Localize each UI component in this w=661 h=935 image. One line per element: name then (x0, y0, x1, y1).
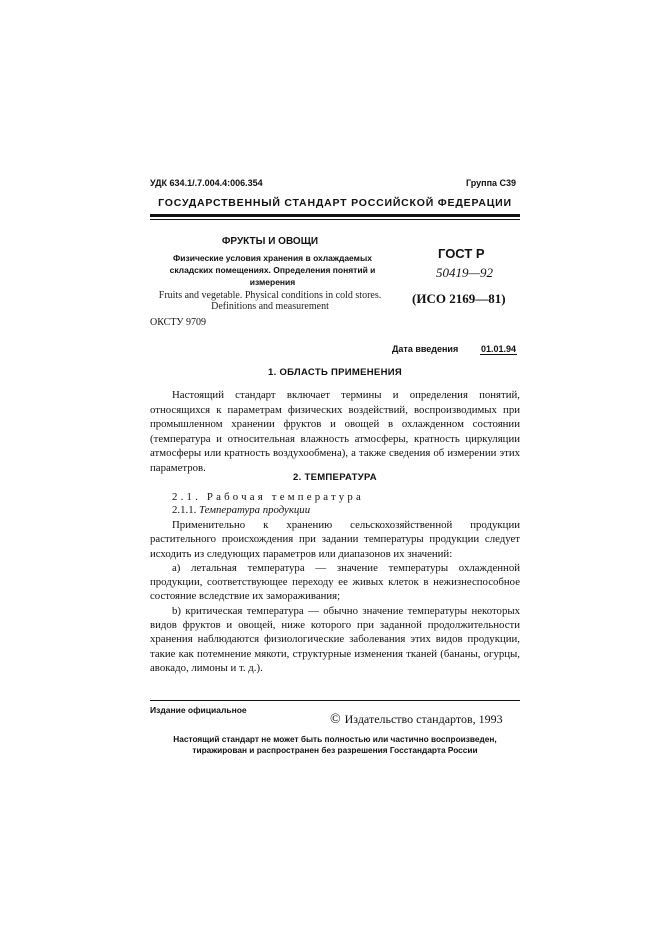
header-rule-thick (150, 214, 520, 217)
introduction-date-label: Дата введения (392, 344, 459, 354)
section-1-paragraph: Настоящий стандарт включает термины и определения понятий, относящихся к параметрам физических воздействий, воспроизводимых при промышленном хранении фруктов и овощей в охлажденном состоянии (температура и относительная влажность атмосферы, кратность циркуляции атмосферы или кратность воздухообмена), а также сведения об измерении этих параметров. (150, 389, 520, 474)
copyright-line (330, 712, 503, 728)
introduction-date-value: 01.01.94 (481, 344, 517, 354)
section-2-item-b: b) критическая температура — обычно значение температуры некоторых видов фруктов и овощей, ниже которого при заданной продолжительности хранения наблюдаются физиологические заболевания этих видов продукции, такие как потемнение мякоти, структурные изменения тканей (бананы, огурцы, авокадо, лимоны и т. д.). (150, 604, 520, 674)
document-title: ФРУКТЫ И ОВОЩИ (221, 236, 319, 247)
iso-reference: (ИСО 2169—81) (412, 291, 506, 306)
group-code: Группа С39 (466, 178, 517, 188)
reproduction-notice: Настоящий стандарт не может быть полностью или частично воспроизведен, тиражирован и распространен без разрешения Госстандарта России (173, 734, 497, 755)
subtitle-english: Fruits and vegetable. Physical conditions in cold stores. Definitions and measurement (158, 290, 382, 312)
standard-title: ГОСУДАРСТВЕННЫЙ СТАНДАРТ РОССИЙСКОЙ ФЕДЕРАЦИИ (158, 197, 512, 209)
section-2-body (150, 518, 520, 675)
header-rule-thin (150, 219, 520, 220)
gost-label: ГОСТ Р (438, 246, 485, 261)
copyright-icon: © (330, 712, 341, 727)
subsection-2-1-1-title: Температура продукции (199, 504, 311, 516)
section-2-paragraph-intro: Применительно к хранению сельскохозяйственной продукции растительного происхождения при задании температуры продукции следует исходить из следующих параметров или диапазонов их значений: (150, 519, 520, 560)
gost-number: 50419—92 (436, 265, 494, 280)
subtitle-russian: Физические условия хранения в охлаждаемых складских помещениях. Определения понятий и измерения (169, 253, 376, 287)
copyright-text: Издательство стандартов, 1993 (344, 712, 503, 726)
subsection-2-1-1-number: 2.1.1. (172, 504, 197, 516)
okstu-code: ОКСТУ 9709 (150, 317, 207, 328)
section-2-item-a: а) летальная температура — значение температуры охлажденной продукции, соответствующее переходу ее живых клеток в нежизнеспособное состояние вследствие их замораживания; (150, 561, 520, 603)
section-1-heading: 1. ОБЛАСТЬ ПРИМЕНЕНИЯ (268, 367, 402, 378)
footer-rule (150, 700, 520, 701)
subsection-2-1-heading: 2.1. Рабочая температура (172, 491, 364, 503)
edition-label: Издание официальное (150, 705, 247, 715)
section-2-heading: 2. ТЕМПЕРАТУРА (293, 472, 377, 483)
udk-code: УДК 634.1/.7.004.4:006.354 (150, 178, 263, 188)
subsection-2-1-1-heading (172, 504, 310, 516)
